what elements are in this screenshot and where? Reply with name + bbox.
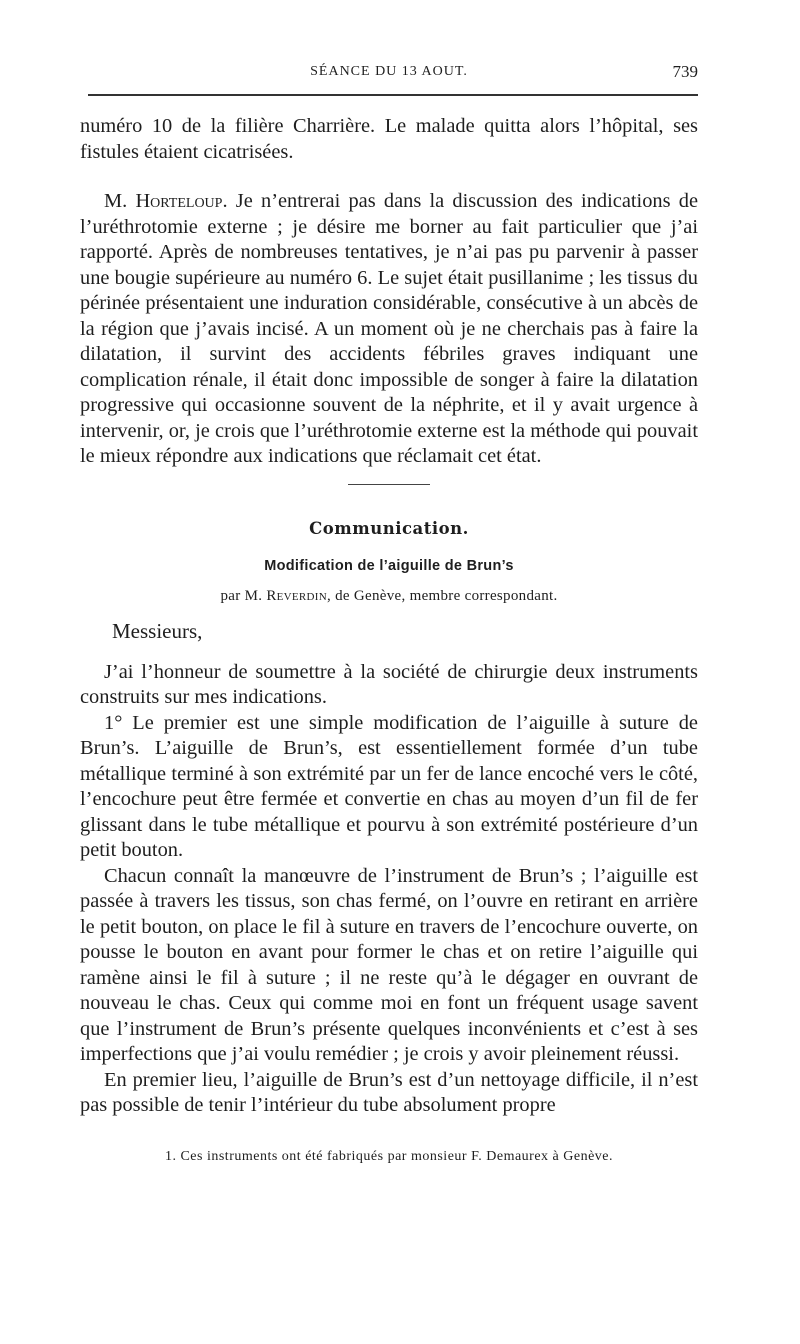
header-rule (88, 94, 698, 96)
article-title: Modification de l’aiguille de Brun’s (264, 557, 514, 574)
paragraph-honneur: J’ai l’honneur de soumettre à la société de chirurgie deux instruments construits sur mes indications. (80, 660, 698, 708)
horteloup-text: Je n’entrerai pas dans la discussion des indications de l’uréthrotomie externe ; je désire me borner au fait particulier que j’ai rapporté. Après de nombreuses tentatives, je n’ai pas pu parvenir à passer une bougie supérieure au numéro 6. Le sujet était pusillanime ; les tissus du périnée présentaient une induration considérable, consécutive à un abcès de la région que j’avais incisé. A un moment où je ne cherchais pas à faire la dilatation, il survint des accidents fébriles graves indiquant une complication rénale, il était donc impossible de songer à faire la dilatation progressive qui occasionne souvent de la néphrite, et il y avait urgence à intervenir, or, je crois que l’uréthrotomie externe est la méthode qui pouvait le mieux répondre aux indications que réclamait cet état. (80, 190, 698, 467)
running-head (80, 58, 698, 88)
speaker-name: M. Horteloup. (104, 190, 228, 212)
paragraph-manoeuvre: Chacun connaît la manœuvre de l’instrument de Brun’s ; l’aiguille est passée à travers les tissus, son chas fermé, on l’ouvre en retirant en arrière le petit bouton, on place le fil à suture en travers de l’encochure ouverte, on pousse le bouton en avant pour former le chas et on retire l’aiguille qui ramène ainsi le fil à suture ; il ne reste qu’à le dégager en ouvrant de nouveau le chas. Ceux qui comme moi en font un fréquent usage savent que l’instrument de Brun’s présente quelques inconvénients et c’est à ses imperfections que j’ai voulu remédier ; je crois y avoir pleinement réussi. (80, 864, 698, 1065)
continued-paragraph: numéro 10 de la filière Charrière. Le malade quitta alors l’hôpital, ses fistules étaient cicatrisées. (80, 115, 698, 163)
salutation: Messieurs, (112, 618, 203, 643)
paragraph-premier-instrument: 1° Le premier est une simple modification de l’aiguille à suture de Brun’s. L’aiguille de Brun’s, est essentiellement formée d’un tube métallique terminé à son extrémité par un fer de lance encoché vers le côté, l’encochure peut être fermée et convertie en chas au moyen d’un fil de fer glissant dans le tube métallique et pourvu à son extrémité postérieure d’un petit bouton. (80, 711, 698, 861)
paragraph-nettoyage: En premier lieu, l’aiguille de Brun’s est d’un nettoyage difficile, il n’est pas possible de tenir l’intérieur du tube absolument propre (80, 1068, 698, 1116)
page-number: 739 (672, 62, 698, 81)
byline-prefix: par M. (220, 587, 267, 604)
section-divider (348, 484, 430, 485)
running-title: SÉANCE DU 13 AOUT. (310, 64, 468, 79)
byline-author: Reverdin (266, 587, 327, 604)
footnote: 1. Ces instruments ont été fabriqués par monsieur F. Demaurex à Genève. (164, 1148, 614, 1164)
byline-suffix: , de Genève, membre correspondant. (327, 587, 558, 604)
byline (80, 588, 698, 605)
section-heading: Communication. (309, 518, 469, 538)
horteloup-paragraph (80, 189, 698, 470)
document-page (80, 58, 698, 1165)
